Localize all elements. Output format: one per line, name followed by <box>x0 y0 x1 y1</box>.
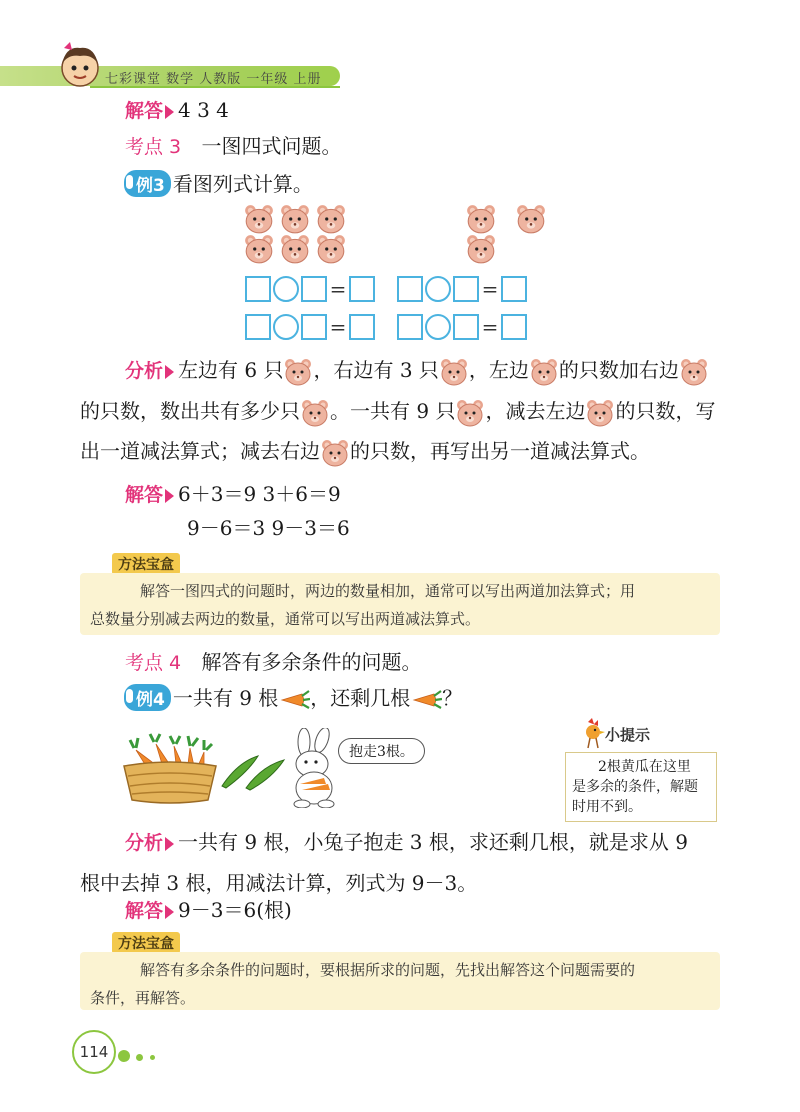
analysis-label: 分析 <box>125 832 164 854</box>
answer-box[interactable] <box>245 276 271 302</box>
bear-group-left <box>243 204 353 264</box>
analysis-line <box>80 350 730 391</box>
method-box-1-title-wrap <box>112 553 180 575</box>
example-text: ，还剩几根 <box>310 686 411 710</box>
analysis-text: ，减去左边 <box>485 399 586 423</box>
answer-line-1: 6＋3＝9 3＋6＝9 <box>178 482 341 506</box>
operator-circle[interactable] <box>425 314 451 340</box>
bear-icon <box>439 358 469 386</box>
method-line: 条件，再解答。 <box>90 989 196 1007</box>
arrow-icon <box>165 365 174 379</box>
operator-circle[interactable] <box>425 276 451 302</box>
analysis-text: 出一道减法算式；减去右边 <box>80 439 320 463</box>
kaodian-title: 解答有多余条件的问题。 <box>201 650 422 674</box>
bear-icon <box>279 234 311 264</box>
answer-label: 解答 <box>125 100 164 122</box>
answer-box[interactable] <box>501 276 527 302</box>
method-title: 方法宝盒 <box>112 553 180 575</box>
method-line: 总数量分别减去两边的数量，通常可以写出两道减法算式。 <box>90 610 481 628</box>
arrow-icon <box>165 105 174 119</box>
rooster-icon <box>580 718 606 750</box>
bear-group-right <box>465 204 555 264</box>
answer-box[interactable] <box>349 276 375 302</box>
analysis-text: 一共有 9 根，小兔子抱走 3 根，求还剩几根，就是求从 9 <box>178 830 688 854</box>
cucumbers-image <box>218 752 288 792</box>
method-line: 解答一图四式的问题时，两边的数量相加，通常可以写出两道加法算式；用 <box>140 582 636 600</box>
equals-sign: = <box>329 277 347 301</box>
equals-sign: = <box>481 277 499 301</box>
bear-icon <box>465 234 497 264</box>
example-text: 一共有 9 根 <box>172 686 279 710</box>
operator-circle[interactable] <box>273 276 299 302</box>
method-line: 解答有多余条件的问题时，要根据所求的问题，先找出解答这个问题需要的 <box>140 961 636 979</box>
operator-circle[interactable] <box>273 314 299 340</box>
analysis-text: 的只数，数出共有多少只 <box>80 399 300 423</box>
example-badge: 例4 <box>124 684 171 711</box>
equals-sign: = <box>481 315 499 339</box>
analysis-3 <box>80 350 730 471</box>
analysis-text: 。一共有 9 只 <box>330 399 456 423</box>
answer-box[interactable] <box>245 314 271 340</box>
bear-icon <box>283 358 313 386</box>
kaodian-3 <box>125 130 342 159</box>
answer-box[interactable] <box>301 276 327 302</box>
rabbit-image <box>282 728 352 808</box>
page-dot <box>118 1050 130 1062</box>
bear-icon <box>243 204 275 234</box>
kaodian-label: 考点 3 <box>125 136 182 158</box>
answer-box[interactable] <box>301 314 327 340</box>
answer-4 <box>125 894 292 923</box>
answer-label: 解答 <box>125 900 164 922</box>
analysis-text: 左边有 6 只 <box>178 358 284 382</box>
speech-bubble: 抱走3根。 <box>338 738 425 764</box>
formula-row-1 <box>245 276 527 302</box>
answer-box[interactable] <box>349 314 375 340</box>
method-box-1 <box>80 573 720 635</box>
equals-sign: = <box>329 315 347 339</box>
answer-box[interactable] <box>453 314 479 340</box>
arrow-icon <box>165 489 174 503</box>
analysis-text: ，左边 <box>468 358 529 382</box>
answer-box[interactable] <box>453 276 479 302</box>
method-title: 方法宝盒 <box>112 932 180 954</box>
arrow-icon <box>165 837 174 851</box>
answer-box[interactable] <box>397 314 423 340</box>
example-3 <box>124 168 313 197</box>
analysis-text: 的只数加右边 <box>558 358 679 382</box>
bear-icon <box>585 399 615 427</box>
example-badge: 例3 <box>124 170 171 197</box>
bear-icon <box>243 234 275 264</box>
carrot-icon <box>278 690 310 710</box>
analysis-text: 的只数，再写出另一道减法算式。 <box>350 439 650 463</box>
analysis-label: 分析 <box>125 360 164 382</box>
carrot-icon <box>410 690 442 710</box>
page-dot <box>136 1054 143 1061</box>
kaodian-title: 一图四式问题。 <box>201 134 342 158</box>
kaodian-label: 考点 4 <box>125 652 182 674</box>
carrot-basket-image <box>118 730 223 805</box>
tip-line: 2根黄瓜在这里 <box>598 759 691 775</box>
bear-icon <box>515 204 547 234</box>
bear-icon <box>279 204 311 234</box>
analysis-4 <box>80 822 740 903</box>
answer-text: 4 3 4 <box>178 98 229 122</box>
answer-label: 解答 <box>125 484 164 506</box>
tip-line: 是多余的条件，解题 <box>572 779 698 795</box>
bear-icon <box>529 358 559 386</box>
page-number: 114 <box>72 1030 116 1074</box>
example-4 <box>124 682 462 711</box>
bear-icon <box>679 358 709 386</box>
answer-box[interactable] <box>501 314 527 340</box>
header-title: 七彩课堂 数学 人教版 一年级 上册 <box>105 72 322 87</box>
method-box-2 <box>80 952 720 1010</box>
answer-text: 9－3＝6(根) <box>178 898 292 922</box>
bear-icon <box>455 399 485 427</box>
analysis-line <box>80 391 730 431</box>
bear-icon <box>300 399 330 427</box>
analysis-text: ，右边有 3 只 <box>313 358 439 382</box>
answer-box[interactable] <box>397 276 423 302</box>
top-answer <box>125 96 229 123</box>
bear-icon <box>315 204 347 234</box>
mascot-icon <box>54 40 106 92</box>
bear-icon <box>315 234 347 264</box>
example-text: ？ <box>442 686 463 710</box>
example-prompt: 看图列式计算。 <box>172 172 313 196</box>
tip-box <box>565 752 717 822</box>
kaodian-4 <box>125 646 422 675</box>
answer-3 <box>125 478 341 507</box>
bear-icon <box>465 204 497 234</box>
page-dot <box>150 1055 155 1060</box>
analysis-line <box>80 431 730 471</box>
arrow-icon <box>165 905 174 919</box>
analysis-line: 根中去掉 3 根，用减法计算，列式为 9－3。 <box>80 871 478 895</box>
tip-title: 小提示 <box>605 726 651 744</box>
answer-3-line-2: 9－6＝3 9－3＝6 <box>187 516 350 540</box>
method-box-2-title-wrap <box>112 932 180 954</box>
analysis-line <box>80 822 740 863</box>
bear-icon <box>320 439 350 467</box>
analysis-text: 的只数，写 <box>615 399 716 423</box>
tip-line: 时用不到。 <box>572 799 642 815</box>
formula-row-2 <box>245 314 527 340</box>
